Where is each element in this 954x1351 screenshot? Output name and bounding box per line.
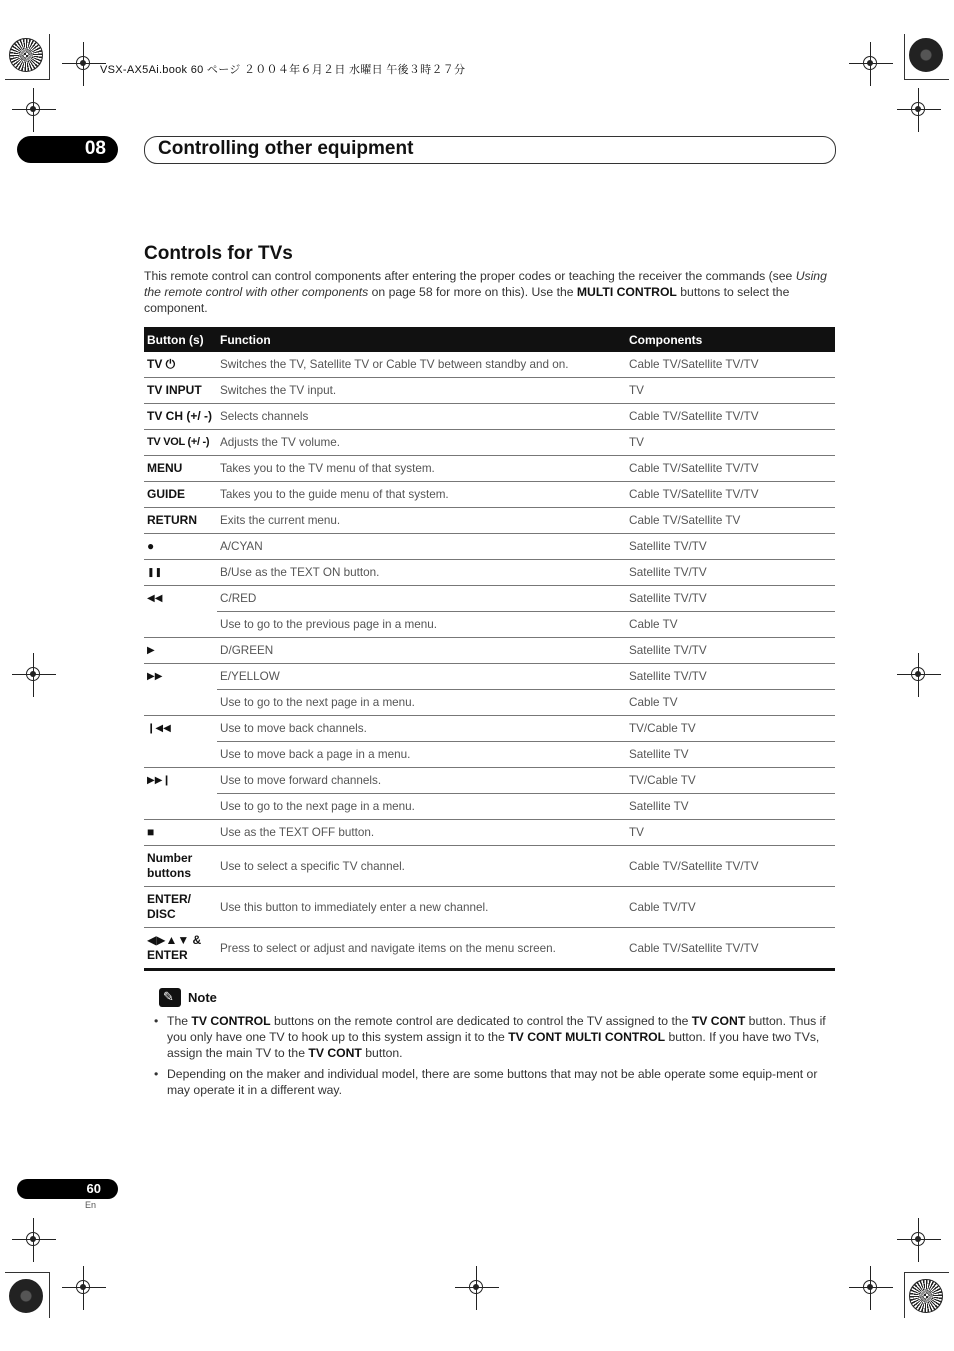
function-cell: Takes you to the guide menu of that system. xyxy=(217,482,626,508)
button-cell: Number buttons xyxy=(144,846,217,887)
registration-mark-icon xyxy=(62,42,106,86)
components-cell: Cable TV/Satellite TV xyxy=(626,508,835,534)
crop-line xyxy=(5,79,50,80)
function-cell: C/RED xyxy=(217,586,626,612)
skip-back-icon: ❙◀◀ xyxy=(144,716,217,742)
function-cell: D/GREEN xyxy=(217,638,626,664)
components-cell: Cable TV/Satellite TV/TV xyxy=(629,358,759,371)
note-text: button. Thus if you only have one TV to hook up to this system assign it to the xyxy=(167,1014,826,1044)
function-cell: Use to move back channels. xyxy=(217,716,626,742)
section-heading: Controls for TVs xyxy=(144,243,293,264)
table-row xyxy=(144,352,835,378)
print-header: VSX-AX5Ai.book 60 ページ ２００４年６月２日 水曜日 午後３時２７分 xyxy=(100,64,466,76)
function-cell: Use as the TEXT OFF button. xyxy=(217,820,626,846)
registration-mark-icon xyxy=(455,1266,499,1310)
chapter-title-bar xyxy=(144,136,836,164)
crop-line xyxy=(904,1272,949,1273)
table-row xyxy=(144,794,835,820)
table-row xyxy=(144,430,835,456)
rewind-icon: ◀◀ xyxy=(144,586,217,612)
note-item: • Depending on the maker and individual model, there are some buttons that may not be able operate some equip-ment or may operate it in a different way. xyxy=(154,1066,836,1098)
registration-mark-icon xyxy=(897,653,941,697)
table-row xyxy=(144,664,835,690)
table-row xyxy=(144,716,835,742)
components-cell: Cable TV/Satellite TV/TV xyxy=(626,456,835,482)
note-text: button. xyxy=(361,1046,403,1060)
function-cell: Takes you to the TV menu of that system. xyxy=(217,456,626,482)
intro-paragraph xyxy=(144,268,836,316)
fast-forward-icon: ▶▶ xyxy=(144,664,217,690)
function-cell: A/CYAN xyxy=(217,534,626,560)
function-cell: Use to select a specific TV channel. xyxy=(217,846,626,887)
registration-mark-icon xyxy=(849,1266,893,1310)
table-row xyxy=(144,690,835,716)
components-cell: Satellite TV/TV xyxy=(626,560,835,586)
function-cell: Switches the TV, Satellite TV or Cable TV between standby and on. xyxy=(220,358,569,371)
table-row xyxy=(144,820,835,846)
button-cell: TV VOL (+/ -) xyxy=(144,430,217,456)
crop-line xyxy=(49,34,50,80)
table-row xyxy=(144,456,835,482)
intro-reference: Using the remote control with other components xyxy=(144,269,827,299)
table-row xyxy=(144,586,835,612)
components-cell: Satellite TV xyxy=(626,794,835,820)
function-cell: Switches the TV input. xyxy=(217,378,626,404)
record-dot-icon: ● xyxy=(144,534,217,560)
intro-text: This remote control can control components after entering the proper codes or teaching the receiver the commands (see xyxy=(144,269,796,283)
color-wheel-icon xyxy=(9,38,43,72)
function-cell: Use to move forward channels. xyxy=(217,768,626,794)
table-row xyxy=(144,534,835,560)
controls-table xyxy=(144,327,835,971)
components-cell: Satellite TV/TV xyxy=(626,638,835,664)
play-icon: ▶ xyxy=(144,638,217,664)
crop-line xyxy=(49,1272,50,1318)
registration-mark-icon xyxy=(62,1266,106,1310)
function-cell: Selects channels xyxy=(217,404,626,430)
components-cell: Cable TV xyxy=(626,612,835,638)
crop-line xyxy=(904,79,949,80)
chapter-badge xyxy=(17,136,118,163)
chapter-title: Controlling other equipment xyxy=(158,138,414,159)
registration-mark-icon xyxy=(849,42,893,86)
function-cell: Use to move back a page in a menu. xyxy=(217,742,626,768)
components-cell: TV/Cable TV xyxy=(626,768,835,794)
registration-mark-icon xyxy=(897,1218,941,1262)
button-cell: ◀▶▲▼ & ENTER xyxy=(144,928,217,970)
button-cell: TV ⏻ xyxy=(147,357,176,371)
chapter-number: 08 xyxy=(84,138,106,159)
table-row xyxy=(144,768,835,794)
note-list xyxy=(154,1013,836,1103)
function-cell: Use to go to the previous page in a menu. xyxy=(217,612,626,638)
color-wheel-icon xyxy=(909,38,943,72)
table-row xyxy=(144,508,835,534)
table-row xyxy=(144,846,835,887)
color-wheel-icon xyxy=(909,1279,943,1313)
components-cell: Cable TV xyxy=(626,690,835,716)
note-text: buttons on the remote control are dedicated to control the TV assigned to the xyxy=(270,1014,692,1028)
table-row xyxy=(144,612,835,638)
button-cell xyxy=(144,742,217,768)
function-cell: Adjusts the TV volume. xyxy=(217,430,626,456)
components-cell: Satellite TV/TV xyxy=(626,664,835,690)
intro-text: on page 58 for more on this). Use the xyxy=(368,285,577,299)
pencil-note-icon: ✎ xyxy=(159,988,181,1007)
components-cell: Cable TV/Satellite TV/TV xyxy=(626,846,835,887)
table-row xyxy=(144,378,835,404)
function-cell: Exits the current menu. xyxy=(217,508,626,534)
column-header-button: Button (s) xyxy=(144,327,217,352)
crop-line xyxy=(904,34,905,80)
components-cell: Cable TV/TV xyxy=(626,887,835,928)
components-cell: Cable TV/Satellite TV/TV xyxy=(626,482,835,508)
note-bold: TV CONT MULTI CONTROL xyxy=(508,1030,666,1044)
function-cell: Use to go to the next page in a menu. xyxy=(217,690,626,716)
function-cell: Press to select or adjust and navigate items on the menu screen. xyxy=(217,928,626,970)
note-text: button. If you have two TVs, assign the main TV to the xyxy=(167,1030,820,1060)
table-row xyxy=(144,482,835,508)
column-header-function: Function xyxy=(217,327,626,352)
components-cell: Satellite TV/TV xyxy=(626,586,835,612)
function-cell: B/Use as the TEXT ON button. xyxy=(217,560,626,586)
button-cell: GUIDE xyxy=(144,482,217,508)
function-cell: E/YELLOW xyxy=(217,664,626,690)
note-label: Note xyxy=(188,990,217,1005)
intro-bold: MULTI CONTROL xyxy=(576,285,677,299)
table-row xyxy=(144,928,835,970)
page-language: En xyxy=(85,1200,97,1210)
components-cell: Cable TV/Satellite TV/TV xyxy=(626,928,835,970)
pause-icon: ❚❚ xyxy=(144,560,217,586)
table-header-row xyxy=(144,327,835,352)
table-row xyxy=(144,638,835,664)
button-cell xyxy=(144,690,217,716)
button-cell: ENTER/ DISC xyxy=(144,887,217,928)
components-cell: TV xyxy=(626,820,835,846)
components-cell: Satellite TV/TV xyxy=(626,534,835,560)
stop-icon: ■ xyxy=(144,820,217,846)
note-item xyxy=(154,1013,836,1061)
note-text: The xyxy=(167,1014,192,1028)
column-header-components: Components xyxy=(626,327,835,352)
registration-mark-icon xyxy=(12,1218,56,1262)
crop-line xyxy=(5,1272,50,1273)
table-row xyxy=(144,404,835,430)
registration-mark-icon xyxy=(12,653,56,697)
button-cell xyxy=(144,612,217,638)
registration-mark-icon xyxy=(12,88,56,132)
button-cell: TV CH (+/ -) xyxy=(144,404,217,430)
button-cell: RETURN xyxy=(144,508,217,534)
button-cell: TV INPUT xyxy=(144,378,217,404)
note-bold: TV CONTROL xyxy=(191,1014,271,1028)
table-row xyxy=(144,742,835,768)
page-number: 60 xyxy=(86,1181,101,1196)
function-cell: Use to go to the next page in a menu. xyxy=(217,794,626,820)
skip-forward-icon: ▶▶❙ xyxy=(144,768,217,794)
note-bold: TV CONT xyxy=(691,1014,746,1028)
button-cell: MENU xyxy=(144,456,217,482)
color-wheel-icon xyxy=(9,1279,43,1313)
registration-mark-icon xyxy=(897,88,941,132)
components-cell: Cable TV/Satellite TV/TV xyxy=(626,404,835,430)
table-row xyxy=(144,887,835,928)
function-cell: Use this button to immediately enter a new channel. xyxy=(217,887,626,928)
table-row xyxy=(144,560,835,586)
button-cell xyxy=(144,794,217,820)
components-cell: TV xyxy=(626,378,835,404)
crop-line xyxy=(904,1272,905,1318)
page-number-badge xyxy=(17,1179,118,1199)
note-bold: TV CONT xyxy=(308,1046,362,1060)
components-cell: Satellite TV xyxy=(626,742,835,768)
components-cell: TV/Cable TV xyxy=(626,716,835,742)
intro-text: buttons to select the component. xyxy=(144,285,790,315)
components-cell: TV xyxy=(626,430,835,456)
